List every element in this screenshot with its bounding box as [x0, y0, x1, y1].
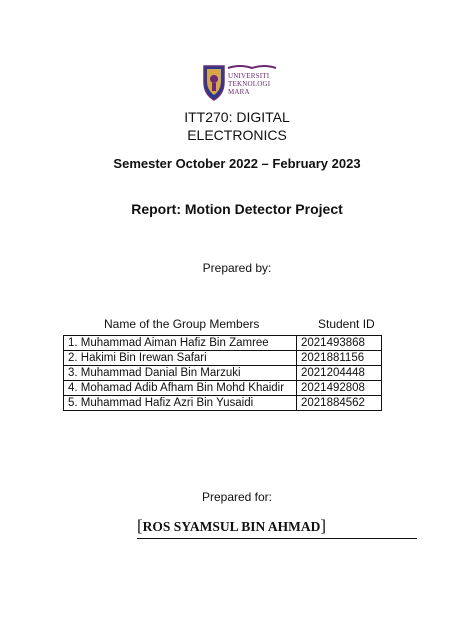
member-name-cell: 5. Muhammad Hafiz Azri Bin Yusaidi [64, 396, 297, 411]
group-members-table [63, 335, 382, 411]
course-title-line1: ITT270: DIGITAL [184, 109, 290, 125]
logo-wordmark [228, 72, 270, 96]
table-row [64, 336, 382, 351]
table-row [64, 396, 382, 411]
student-id-column-header: Student ID [318, 317, 375, 331]
open-bracket: [ [137, 516, 143, 535]
logo-line: TEKNOLOGI [228, 80, 271, 88]
member-name-cell: 4. Mohamad Adib Afham Bin Mohd Khaidir [64, 381, 297, 396]
logo-line: UNIVERSITI [228, 72, 270, 80]
members-column-header: Name of the Group Members [104, 317, 260, 331]
table-row [64, 351, 382, 366]
student-id-cell: 2021204448 [297, 366, 382, 381]
student-id-cell: 2021492808 [297, 381, 382, 396]
course-title-line2: ELECTRONICS [187, 127, 287, 143]
lecturer-name-line [137, 516, 417, 539]
prepared-for-label: Prepared for: [201, 490, 273, 504]
student-id-cell: 2021884562 [297, 396, 382, 411]
lecturer-name: ROS SYAMSUL BIN AHMAD [142, 519, 321, 534]
semester-heading: Semester October 2022 – February 2023 [113, 156, 361, 171]
member-name-cell: 1. Muhammad Aiman Hafiz Bin Zamree [64, 336, 297, 351]
student-id-cell: 2021881156 [297, 351, 382, 366]
close-bracket: ] [320, 516, 327, 535]
student-id-cell: 2021493868 [297, 336, 382, 351]
prepared-by-label: Prepared by: [202, 261, 272, 275]
member-name-cell: 2. Hakimi Bin Irewan Safari [64, 351, 297, 366]
table-row [64, 381, 382, 396]
logo-line: MARA [228, 88, 250, 96]
report-title: Report: Motion Detector Project [131, 201, 343, 217]
course-title [0, 108, 474, 144]
member-name-cell: 3. Muhammad Danial Bin Marzuki [64, 366, 297, 381]
table-row [64, 366, 382, 381]
